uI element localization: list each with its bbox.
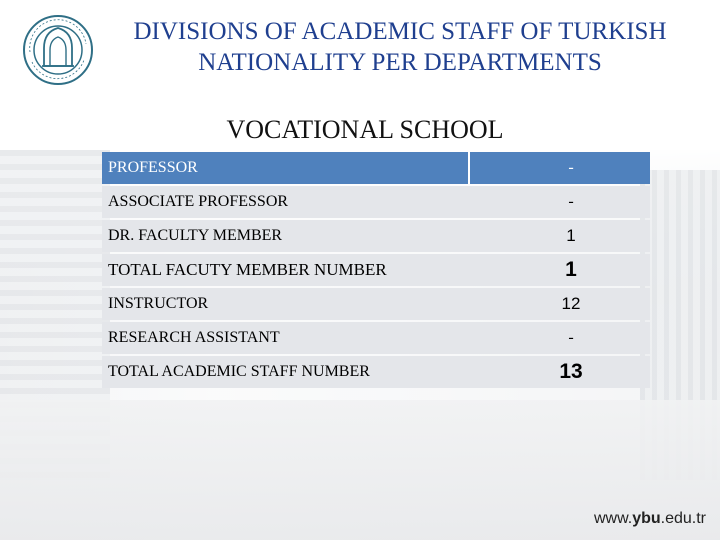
table-row bbox=[102, 322, 650, 354]
row-label: TOTAL FACUTY MEMBER NUMBER bbox=[102, 254, 470, 286]
title-line-1: DIVISIONS OF ACADEMIC STAFF OF TURKISH bbox=[133, 18, 667, 45]
section-subtitle: VOCATIONAL SCHOOL bbox=[226, 115, 504, 144]
row-value: - bbox=[470, 152, 650, 184]
row-label: INSTRUCTOR bbox=[102, 288, 470, 320]
row-value: - bbox=[470, 322, 650, 354]
website-suffix: .edu.tr bbox=[660, 510, 706, 527]
row-value: 13 bbox=[470, 356, 650, 388]
table-row bbox=[102, 220, 650, 252]
row-label: TOTAL ACADEMIC STAFF NUMBER bbox=[102, 356, 470, 388]
row-value: 1 bbox=[470, 254, 650, 286]
website-brand: ybu bbox=[632, 510, 661, 527]
row-value: - bbox=[470, 186, 650, 218]
table-row bbox=[102, 356, 650, 388]
row-label: RESEARCH ASSISTANT bbox=[102, 322, 470, 354]
row-value: 12 bbox=[470, 288, 650, 320]
website-link[interactable] bbox=[594, 510, 706, 528]
row-value: 1 bbox=[470, 220, 650, 252]
website-prefix: www. bbox=[593, 510, 633, 527]
academic-staff-table bbox=[102, 150, 650, 390]
row-label: ASSOCIATE PROFESSOR bbox=[102, 186, 470, 218]
table-row bbox=[102, 254, 650, 286]
row-label: PROFESSOR bbox=[102, 152, 470, 184]
title-line-2: NATIONALITY PER DEPARTMENTS bbox=[198, 49, 602, 76]
table-row bbox=[102, 152, 650, 184]
page-title bbox=[80, 16, 720, 78]
row-label: DR. FACULTY MEMBER bbox=[102, 220, 470, 252]
table-row bbox=[102, 186, 650, 218]
table-row bbox=[102, 288, 650, 320]
